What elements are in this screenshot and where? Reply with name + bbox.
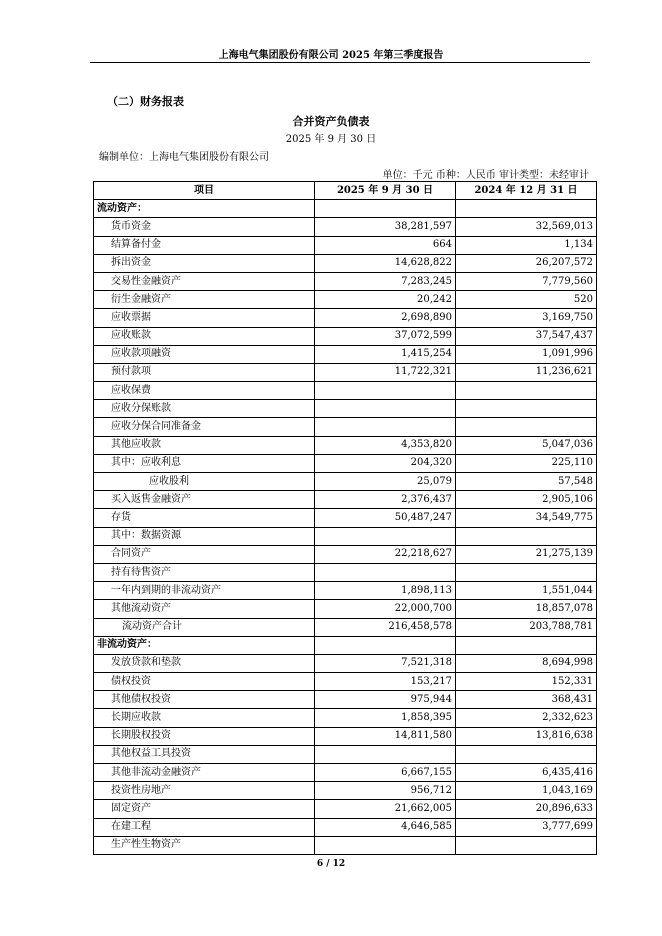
value-current: 975,944 bbox=[315, 691, 456, 709]
value-current: 37,072,599 bbox=[315, 327, 456, 345]
value-prior: 13,816,638 bbox=[456, 727, 597, 745]
row-label: 其他权益工具投资 bbox=[94, 745, 315, 763]
value-current: 1,858,395 bbox=[315, 709, 456, 727]
row-label: 其中：数据资源 bbox=[94, 527, 315, 545]
table-row bbox=[94, 745, 597, 763]
table-row bbox=[94, 654, 597, 672]
table-row bbox=[94, 382, 597, 400]
value-prior bbox=[456, 527, 597, 545]
value-prior bbox=[456, 745, 597, 763]
table-row bbox=[94, 800, 597, 818]
value-current: 38,281,597 bbox=[315, 218, 456, 236]
table-row bbox=[94, 309, 597, 327]
row-label: 发放贷款和垫款 bbox=[94, 654, 315, 672]
table-row bbox=[94, 454, 597, 472]
value-prior: 1,043,169 bbox=[456, 782, 597, 800]
row-label: 长期应收款 bbox=[94, 709, 315, 727]
row-label: 货币资金 bbox=[94, 218, 315, 236]
table-row bbox=[94, 363, 597, 381]
table-row bbox=[94, 491, 597, 509]
table-row bbox=[94, 582, 597, 600]
table-row bbox=[94, 563, 597, 581]
value-prior: 1,091,996 bbox=[456, 345, 597, 363]
table-row bbox=[94, 254, 597, 272]
value-current: 4,353,820 bbox=[315, 436, 456, 454]
value-current bbox=[315, 382, 456, 400]
value-prior: 34,549,775 bbox=[456, 509, 597, 527]
value-current bbox=[315, 418, 456, 436]
table-row bbox=[94, 473, 597, 491]
table-header-row bbox=[94, 182, 597, 200]
value-current: 153,217 bbox=[315, 673, 456, 691]
value-current: 664 bbox=[315, 236, 456, 254]
value-prior: 57,548 bbox=[456, 473, 597, 491]
value-current: 25,079 bbox=[315, 473, 456, 491]
table-row bbox=[94, 327, 597, 345]
table-row bbox=[94, 709, 597, 727]
value-prior bbox=[456, 400, 597, 418]
report-title: 合并资产负债表 bbox=[292, 115, 370, 128]
row-label: 其他流动资产 bbox=[94, 600, 315, 618]
value-prior: 32,569,013 bbox=[456, 218, 597, 236]
header-current-period: 2025 年 9 月 30 日 bbox=[315, 182, 456, 200]
value-current: 14,811,580 bbox=[315, 727, 456, 745]
table-row bbox=[94, 818, 597, 836]
value-current: 20,242 bbox=[315, 291, 456, 309]
value-prior bbox=[456, 836, 597, 854]
row-label: 在建工程 bbox=[94, 818, 315, 836]
value-prior bbox=[456, 382, 597, 400]
row-label: 应收股利 bbox=[94, 473, 315, 491]
value-prior: 1,551,044 bbox=[456, 582, 597, 600]
row-label: 其他应收款 bbox=[94, 436, 315, 454]
value-current: 1,898,113 bbox=[315, 582, 456, 600]
value-prior: 152,331 bbox=[456, 673, 597, 691]
value-current: 956,712 bbox=[315, 782, 456, 800]
table-row bbox=[94, 400, 597, 418]
row-label: 一年内到期的非流动资产 bbox=[94, 582, 315, 600]
row-label: 合同资产 bbox=[94, 545, 315, 563]
value-prior: 225,110 bbox=[456, 454, 597, 472]
row-label: 应收保费 bbox=[94, 382, 315, 400]
value-prior: 37,547,437 bbox=[456, 327, 597, 345]
row-label: 其他债权投资 bbox=[94, 691, 315, 709]
row-label: 结算备付金 bbox=[94, 236, 315, 254]
value-current bbox=[315, 563, 456, 581]
value-current: 204,320 bbox=[315, 454, 456, 472]
table-row bbox=[94, 236, 597, 254]
row-label: 应收分保账款 bbox=[94, 400, 315, 418]
value-current bbox=[315, 836, 456, 854]
value-prior: 1,134 bbox=[456, 236, 597, 254]
table-body bbox=[94, 200, 597, 855]
page-header: 上海电气集团股份有限公司 2025 年第三季度报告 bbox=[218, 50, 444, 61]
row-label: 买入返售金融资产 bbox=[94, 491, 315, 509]
compiler-line: 编制单位：上海电气集团股份有限公司 bbox=[99, 152, 269, 163]
value-current: 4,646,585 bbox=[315, 818, 456, 836]
value-prior: 3,169,750 bbox=[456, 309, 597, 327]
header-item: 项目 bbox=[94, 182, 315, 200]
row-label: 拆出资金 bbox=[94, 254, 315, 272]
header-prior-period: 2024 年 12 月 31 日 bbox=[456, 182, 597, 200]
table-row bbox=[94, 291, 597, 309]
value-current: 2,376,437 bbox=[315, 491, 456, 509]
row-label: 应收分保合同准备金 bbox=[94, 418, 315, 436]
value-current: 22,218,627 bbox=[315, 545, 456, 563]
page-number: 6 / 12 bbox=[316, 859, 346, 869]
value-current: 7,521,318 bbox=[315, 654, 456, 672]
row-label: 预付款项 bbox=[94, 363, 315, 381]
table-row bbox=[94, 836, 597, 854]
report-date: 2025 年 9 月 30 日 bbox=[285, 134, 377, 145]
value-current: 7,283,245 bbox=[315, 272, 456, 290]
table-row bbox=[94, 618, 597, 636]
value-current: 6,667,155 bbox=[315, 764, 456, 782]
value-prior bbox=[456, 563, 597, 581]
row-label: 非流动资产： bbox=[94, 636, 315, 654]
value-current bbox=[315, 200, 456, 218]
row-label: 固定资产 bbox=[94, 800, 315, 818]
table-row bbox=[94, 727, 597, 745]
row-label: 流动资产： bbox=[94, 200, 315, 218]
header-divider bbox=[90, 62, 590, 63]
row-label: 生产性生物资产 bbox=[94, 836, 315, 854]
value-prior bbox=[456, 200, 597, 218]
row-label: 应收账款 bbox=[94, 327, 315, 345]
value-prior: 3,777,699 bbox=[456, 818, 597, 836]
value-prior: 26,207,572 bbox=[456, 254, 597, 272]
section-row bbox=[94, 636, 597, 654]
value-prior: 8,694,998 bbox=[456, 654, 597, 672]
value-current: 22,000,700 bbox=[315, 600, 456, 618]
value-prior: 203,788,781 bbox=[456, 618, 597, 636]
row-label: 债权投资 bbox=[94, 673, 315, 691]
value-prior: 368,431 bbox=[456, 691, 597, 709]
value-prior: 520 bbox=[456, 291, 597, 309]
value-prior: 2,905,106 bbox=[456, 491, 597, 509]
section-row bbox=[94, 200, 597, 218]
row-label: 长期股权投资 bbox=[94, 727, 315, 745]
value-current bbox=[315, 527, 456, 545]
row-label: 交易性金融资产 bbox=[94, 272, 315, 290]
row-label: 持有待售资产 bbox=[94, 563, 315, 581]
value-prior bbox=[456, 418, 597, 436]
table-row bbox=[94, 600, 597, 618]
table-row bbox=[94, 691, 597, 709]
table-row bbox=[94, 545, 597, 563]
row-label: 应收票据 bbox=[94, 309, 315, 327]
value-prior: 18,857,078 bbox=[456, 600, 597, 618]
row-label: 应收款项融资 bbox=[94, 345, 315, 363]
value-current: 216,458,578 bbox=[315, 618, 456, 636]
table-row bbox=[94, 345, 597, 363]
value-current: 1,415,254 bbox=[315, 345, 456, 363]
value-current: 11,722,321 bbox=[315, 363, 456, 381]
value-current: 21,662,005 bbox=[315, 800, 456, 818]
value-current bbox=[315, 636, 456, 654]
value-prior: 21,275,139 bbox=[456, 545, 597, 563]
table-row bbox=[94, 509, 597, 527]
section-title: （二）财务报表 bbox=[107, 95, 184, 108]
balance-sheet-table bbox=[93, 181, 597, 855]
value-current: 14,628,822 bbox=[315, 254, 456, 272]
table-row bbox=[94, 436, 597, 454]
value-prior bbox=[456, 636, 597, 654]
table-row bbox=[94, 527, 597, 545]
table-row bbox=[94, 782, 597, 800]
row-label: 衍生金融资产 bbox=[94, 291, 315, 309]
row-label: 其中：应收利息 bbox=[94, 454, 315, 472]
table-row bbox=[94, 272, 597, 290]
value-prior: 2,332,623 bbox=[456, 709, 597, 727]
table-row bbox=[94, 218, 597, 236]
table-row bbox=[94, 673, 597, 691]
value-prior: 20,896,633 bbox=[456, 800, 597, 818]
value-current: 2,698,890 bbox=[315, 309, 456, 327]
value-prior: 6,435,416 bbox=[456, 764, 597, 782]
row-label: 存货 bbox=[94, 509, 315, 527]
table-row bbox=[94, 418, 597, 436]
value-current bbox=[315, 745, 456, 763]
value-current bbox=[315, 400, 456, 418]
value-current: 50,487,247 bbox=[315, 509, 456, 527]
table-row bbox=[94, 764, 597, 782]
value-prior: 7,779,560 bbox=[456, 272, 597, 290]
value-prior: 5,047,036 bbox=[456, 436, 597, 454]
row-label: 其他非流动金融资产 bbox=[94, 764, 315, 782]
row-label: 流动资产合计 bbox=[94, 618, 315, 636]
units-line: 单位：千元 币种：人民币 审计类型：未经审计 bbox=[382, 170, 589, 181]
row-label: 投资性房地产 bbox=[94, 782, 315, 800]
value-prior: 11,236,621 bbox=[456, 363, 597, 381]
